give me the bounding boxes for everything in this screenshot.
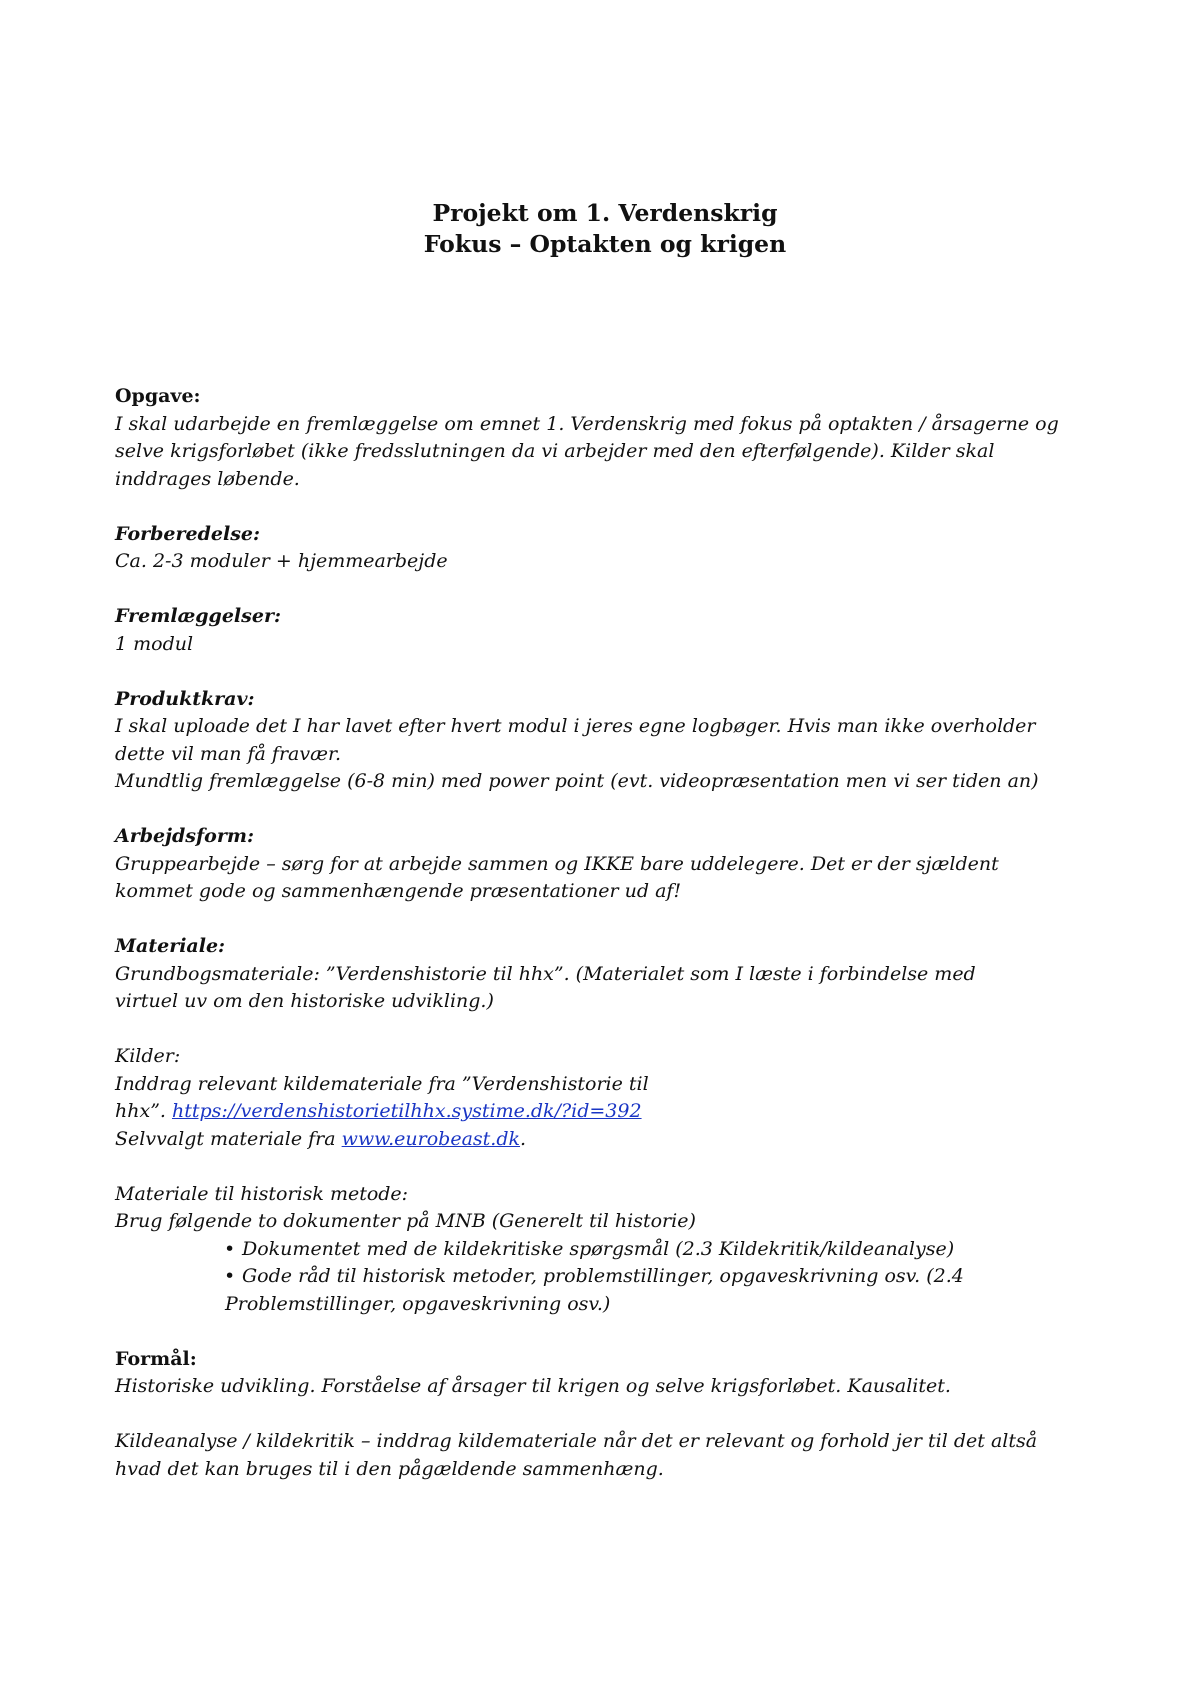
- systime-link[interactable]: https://verdenshistorietilhhx.systime.dk/?id=392: [171, 1100, 642, 1122]
- document-body: [115, 383, 1105, 1483]
- arbejdsform-heading: Arbejdsform:: [115, 825, 254, 847]
- bullet-icon: •: [224, 1237, 236, 1260]
- bullet-2-continuation: Problemstillinger, opgaveskrivning osv.): [225, 1292, 611, 1315]
- list-item: [115, 1236, 1105, 1264]
- formaal-para2-line: Kildeanalyse / kildekritik – inddrag kildemateriale når det er relevant og forhold jer til det altså: [115, 1430, 1038, 1452]
- kilder-line-2-prefix: hhx”.: [115, 1100, 172, 1122]
- kilder-heading: Kilder:: [115, 1045, 181, 1067]
- materiale-line: Grundbogsmateriale: ”Verdenshistorie til hhx”. (Materialet som I læste i forbindelse med: [115, 962, 976, 985]
- materiale-line: virtuel uv om den historiske udvikling.): [115, 990, 494, 1012]
- opgave-line: inddrages løbende.: [115, 467, 300, 490]
- document-title: [115, 198, 1095, 260]
- formaal-para2-line: hvad det kan bruges til i den pågældende sammenhæng.: [115, 1457, 664, 1480]
- materiale-heading: Materiale:: [115, 935, 226, 957]
- bullet-2-text: Gode råd til historisk metoder, problemstillinger, opgaveskrivning osv. (2.4: [242, 1265, 964, 1287]
- title-line-1: Projekt om 1. Verdenskrig: [432, 199, 778, 227]
- produktkrav-line: I skal uploade det I har lavet efter hvert modul i jeres egne logbøger. Hvis man ikke overholder: [115, 715, 1036, 737]
- forberedelse-line: Ca. 2-3 moduler + hjemmearbejde: [115, 550, 448, 572]
- metode-intro: Brug følgende to dokumenter på MNB (Generelt til historie): [115, 1210, 696, 1232]
- opgave-heading: Opgave:: [115, 385, 201, 407]
- forberedelse-heading: Forberedelse:: [115, 522, 260, 545]
- kilder-line-1: Inddrag relevant kildemateriale fra ”Verdenshistorie til: [115, 1072, 649, 1095]
- produktkrav-heading: Produktkrav:: [115, 687, 255, 710]
- produktkrav-line: Mundtlig fremlæggelse (6-8 min) med power point (evt. videopræsentation men vi ser tiden an): [115, 770, 1039, 792]
- arbejdsform-line: kommet gode og sammenhængende præsentationer ud af!: [115, 880, 682, 902]
- eurobeast-link[interactable]: www.eurobeast.dk: [341, 1127, 521, 1150]
- produktkrav-line: dette vil man få fravær.: [115, 742, 341, 765]
- kilder-line-3-suffix: .: [520, 1127, 527, 1150]
- title-line-2: Fokus – Optakten og krigen: [423, 230, 787, 258]
- bullet-icon: •: [224, 1265, 236, 1287]
- kilder-line-3: [115, 1126, 1105, 1154]
- fremlaeggelser-heading: Fremlæggelser:: [115, 605, 281, 627]
- opgave-line: selve krigsforløbet (ikke fredsslutningen da vi arbejder med den efterfølgende). Kilder skal: [115, 440, 995, 462]
- kilder-line-2: [115, 1098, 1105, 1126]
- formaal-heading: Formål:: [115, 1347, 197, 1370]
- formaal-line: Historiske udvikling. Forståelse af årsager til krigen og selve krigsforløbet. Kausalitet.: [115, 1375, 951, 1397]
- metode-heading: Materiale til historisk metode:: [115, 1182, 409, 1205]
- opgave-line: I skal udarbejde en fremlæggelse om emnet 1. Verdenskrig med fokus på optakten / årsagerne og: [115, 412, 1059, 435]
- list-item: [115, 1263, 1105, 1291]
- fremlaeggelser-line: 1 modul: [115, 632, 194, 655]
- arbejdsform-line: Gruppearbejde – sørg for at arbejde sammen og IKKE bare uddelegere. Det er der sjældent: [115, 852, 999, 875]
- kilder-line-3-prefix: Selvvalgt materiale fra: [115, 1127, 342, 1150]
- bullet-1-text: Dokumentet med de kildekritiske spørgsmål (2.3 Kildekritik/kildeanalyse): [242, 1237, 955, 1260]
